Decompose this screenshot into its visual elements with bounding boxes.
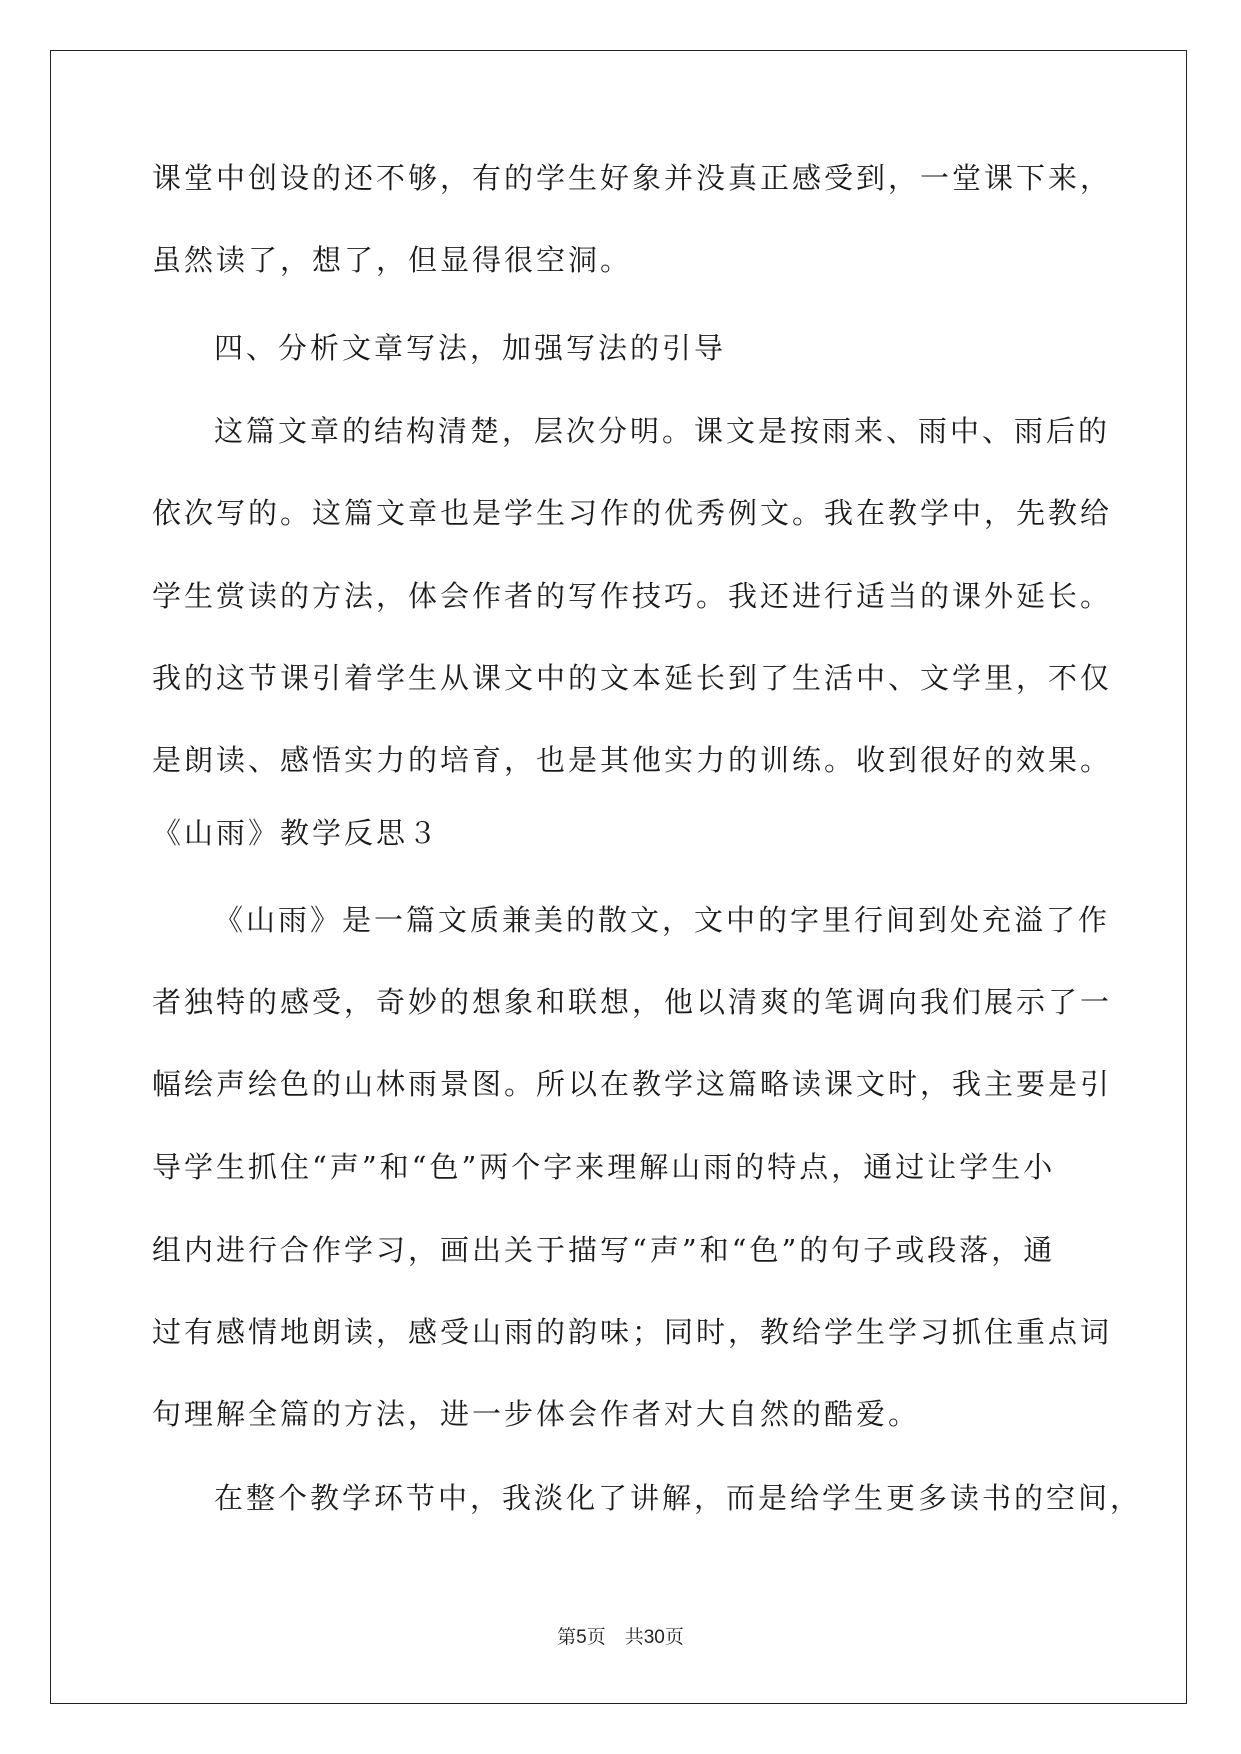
page-border [50,50,1187,1704]
footer-suffix: 页 [664,1626,684,1648]
text-line: 过有感情地朗读，感受山雨的韵味；同时，教给学生学习抓住重点词 [152,1315,1113,1349]
article-title: 《山雨》教学反思３ [152,816,441,850]
page-footer [0,1622,1241,1649]
total-pages: 30 [643,1627,665,1648]
text-line: 导学生抓住“声”和“色”两个字来理解山雨的特点，通过让学生小 [152,1150,1056,1184]
text-line: 学生赏读的方法，体会作者的写作技巧。我还进行适当的课外延长。 [152,579,1113,613]
section-heading: 四、分析文章写法，加强写法的引导 [214,331,727,365]
footer-prefix: 第 [557,1626,577,1648]
text-line: 课堂中创设的还不够，有的学生好象并没真正感受到，一堂课下来， [152,161,1113,195]
footer-middle: 页 共 [586,1626,644,1648]
text-line: 组内进行合作学习，画出关于描写“声”和“色”的句子或段落，通 [152,1233,1056,1267]
text-line: 《山雨》是一篇文质兼美的散文，文中的字里行间到处充溢了作 [214,903,1111,937]
text-line: 是朗读、感悟实力的培育，也是其他实力的训练。收到很好的效果。 [152,743,1113,777]
text-line: 虽然读了，想了，但显得很空洞。 [152,243,633,277]
text-line: 我的这节课引着学生从课文中的文本延长到了生活中、文学里，不仅 [152,661,1113,695]
text-line: 依次写的。这篇文章也是学生习作的优秀例文。我在教学中，先教给 [152,496,1113,530]
text-line: 幅绘声绘色的山林雨景图。所以在教学这篇略读课文时，我主要是引 [152,1067,1113,1101]
text-line: 者独特的感受，奇妙的想象和联想，他以清爽的笔调向我们展示了一 [152,985,1113,1019]
page-number: 5 [576,1627,587,1648]
text-line: 句理解全篇的方法，进一步体会作者对大自然的酷爱。 [152,1397,921,1431]
text-line: 在整个教学环节中，我淡化了讲解，而是给学生更多读书的空间， [214,1481,1143,1515]
text-line: 这篇文章的结构清楚，层次分明。课文是按雨来、雨中、雨后的 [214,414,1111,448]
